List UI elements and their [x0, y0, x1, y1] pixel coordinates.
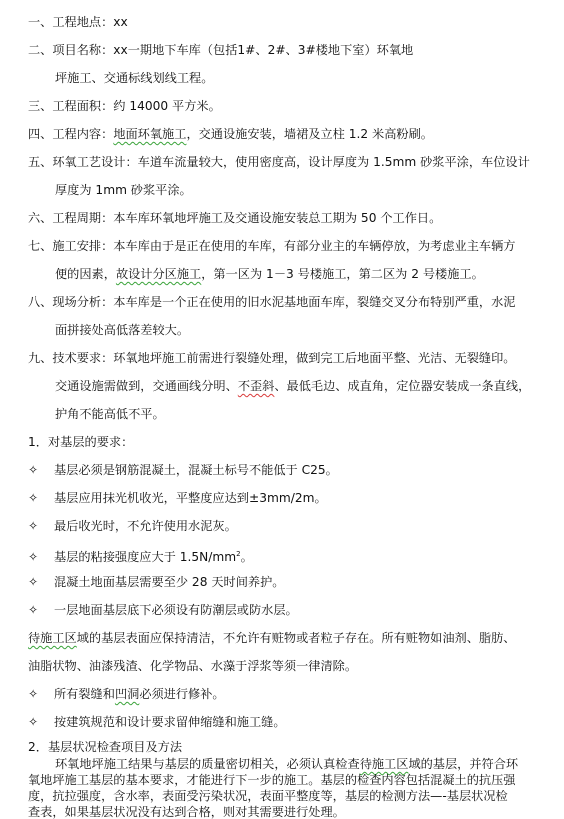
section-2: 二、项目名称：xx一期地下车库（包括1#、2#、3#楼地下室）环氧地 [28, 43, 414, 57]
list-item: ✧ 一层地面基层底下必须设有防潮层或防水层。 [28, 603, 298, 617]
inspection-heading: 2．基层状况检查项目及方法 [28, 740, 183, 754]
diamond-bullet-icon: ✧ [28, 715, 39, 729]
section-7: 七、施工安排：本车库由于是正在使用的车库，有部分业主的车辆停放，为考虑业主车辆方 [28, 239, 516, 253]
grammar-flag: 待施工区 [28, 631, 77, 645]
section-7-cont: 便的因素，故设计分区施工，第一区为 1－3 号楼施工，第二区为 2 号楼施工。 [55, 267, 484, 281]
section-2-cont: 坪施工、交通标线划线工程。 [55, 71, 214, 85]
cleanliness-paragraph: 待施工区域的基层表面应保持清洁，不允许有赃物或者粒子存在。所有赃物如油剂、脂肪、 [28, 631, 516, 645]
grammar-flag: 凹洞 [114, 687, 140, 701]
section-5-cont: 厚度为 1mm 砂浆平涂。 [55, 183, 192, 197]
list-item: ✧ 基层的粘接强度应大于 $1.5N/mm^2$。 [28, 550, 253, 565]
diamond-bullet-icon: ✧ [28, 550, 39, 565]
section-9-cont2: 护角不能高低不平。 [55, 407, 165, 421]
list-item: ✧ 最后收光时，不允许使用水泥灰。 [28, 519, 237, 533]
section-9-cont: 交通设施需做到，交通画线分明、不歪斜、最低毛边、成直角，定位器安装成一条直线， [55, 379, 531, 393]
section-8-cont: 面拼接处高低落差较大。 [55, 323, 190, 337]
section-3: 三、工程面积：约 14000 平方米。 [28, 99, 221, 113]
section-6: 六、工程周期：本车库环氧地坪施工及交通设施安装总工期为 50 个工作日。 [28, 211, 442, 225]
diamond-bullet-icon: ✧ [28, 575, 39, 589]
diamond-bullet-icon: ✧ [28, 463, 39, 477]
inspection-paragraph-cont3: 查表，如果基层状况没有达到合格，则对其需要进行处理。 [28, 805, 345, 819]
diamond-bullet-icon: ✧ [28, 519, 39, 533]
diamond-bullet-icon: ✧ [28, 603, 39, 617]
list-item: ✧ 基层应用抹光机收光，平整度应达到±3mm/2m。 [28, 491, 327, 505]
inspection-paragraph-cont2: 度，抗拉强度，含水率，表面受污染状况，表面平整度等，基层的检测方法—-基层状况检 [28, 789, 508, 803]
base-requirements-heading: 1．对基层的要求： [28, 435, 134, 449]
section-4: 四、工程内容：地面环氧施工，交通设施安装，墙裙及立柱 1.2 米高粉刷。 [28, 127, 433, 141]
spelling-flag: 不歪斜 [237, 379, 275, 393]
grammar-flag: 故设计分区施工 [115, 267, 202, 281]
inspection-paragraph-cont: 氧地坪施工基层的基本要求，才能进行下一步的施工。基层的检查内容包括混凝土的抗压强 [28, 773, 516, 787]
section-9: 九、技术要求：环氧地坪施工前需进行裂缝处理，做到完工后地面平整、光洁、无裂缝印。 [28, 351, 516, 365]
list-item: ✧ 按建筑规范和设计要求留伸缩缝和施工缝。 [28, 715, 286, 729]
diamond-bullet-icon: ✧ [28, 687, 39, 701]
list-item: ✧ 所有裂缝和凹洞必须进行修补。 [28, 687, 225, 701]
section-1: 一、工程地点：xx [28, 15, 128, 29]
grammar-flag: 地面环氧施工 [113, 127, 187, 141]
cleanliness-paragraph-cont: 油脂状物、油漆残渣、化学物品、水藻于浮浆等须一律清除。 [28, 659, 358, 673]
section-8: 八、现场分析：本车库是一个正在使用的旧水泥基地面车库，裂缝交叉分布特别严重，水泥 [28, 295, 516, 309]
section-5: 五、环氧工艺设计：车道车流量较大，使用密度高，设计厚度为 1.5mm 砂浆平涂，车位设计 [28, 155, 530, 169]
list-item: ✧ 混凝土地面基层需要至少 28 天时间养护。 [28, 575, 285, 589]
list-item: ✧ 基层必须是钢筋混凝土，混凝土标号不能低于 C25。 [28, 463, 338, 477]
grammar-flag: 待施工区 [359, 757, 409, 771]
inspection-paragraph: 环氧地坪施工结果与基层的质量密切相关，必须认真检查待施工区域的基层，并符合环 [55, 757, 519, 771]
diamond-bullet-icon: ✧ [28, 491, 39, 505]
